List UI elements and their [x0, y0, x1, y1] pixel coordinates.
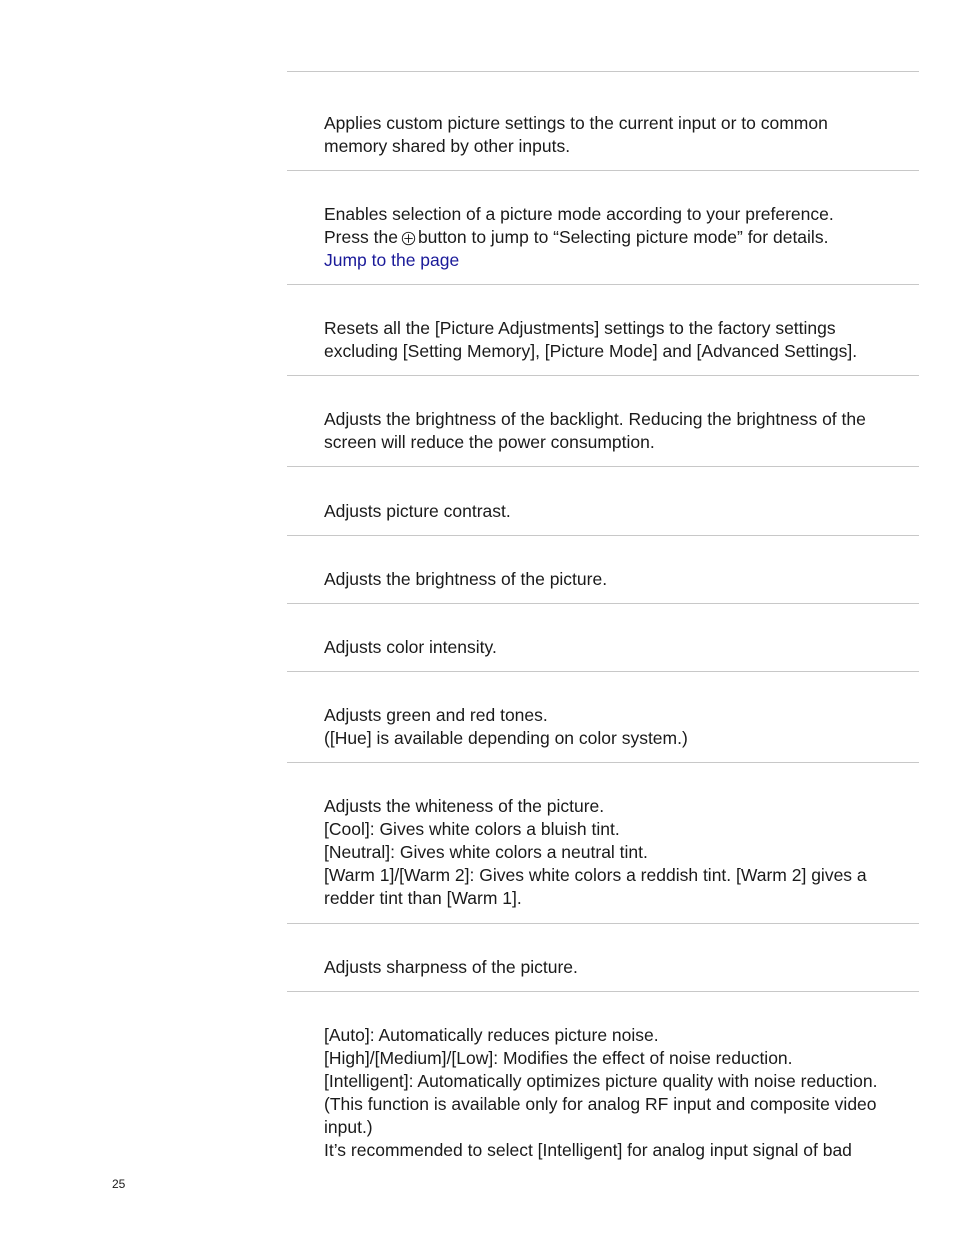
text-line: Adjusts the brightness of the backlight. Reducing the brightness of the: [324, 409, 866, 429]
text-line: excluding [Setting Memory], [Picture Mode] and [Advanced Settings].: [324, 341, 858, 361]
text-line: [High]/[Medium]/[Low]: Modifies the effect of noise reduction.: [324, 1048, 793, 1068]
text-line: [Neutral]: Gives white colors a neutral tint.: [324, 842, 648, 862]
text-line: It’s recommended to select [Intelligent] for analog input signal of bad: [324, 1140, 852, 1160]
text-line: Adjusts green and red tones.: [324, 705, 548, 725]
brightness-description: [324, 568, 924, 591]
divider: [287, 991, 919, 992]
divider: [287, 603, 919, 604]
text-line: ([Hue] is available depending on color system.): [324, 728, 688, 748]
divider: [287, 671, 919, 672]
hue-description: [324, 704, 924, 750]
text-line: Adjusts picture contrast.: [324, 501, 511, 521]
text-line: Adjusts the whiteness of the picture.: [324, 796, 605, 816]
divider: [287, 762, 919, 763]
color-description: [324, 636, 924, 659]
text-line: memory shared by other inputs.: [324, 136, 571, 156]
divider: [287, 535, 919, 536]
backlight-description: [324, 408, 924, 454]
text-line: Resets all the [Picture Adjustments] settings to the factory settings: [324, 318, 836, 338]
text-line: Adjusts sharpness of the picture.: [324, 957, 578, 977]
divider: [287, 466, 919, 467]
text-line: redder tint than [Warm 1].: [324, 888, 522, 908]
text-line: Adjusts the brightness of the picture.: [324, 569, 608, 589]
text-line: screen will reduce the power consumption.: [324, 432, 655, 452]
page-number: 25: [112, 1177, 126, 1191]
setting-memory-description: [324, 112, 924, 158]
picture-mode-description: [324, 203, 924, 272]
text-line: (This function is available only for analog RF input and composite video: [324, 1094, 877, 1114]
sharpness-description: [324, 956, 924, 979]
color-temperature-description: [324, 795, 924, 910]
divider: [287, 284, 919, 285]
text-line: [Auto]: Automatically reduces picture noise.: [324, 1025, 659, 1045]
text-line: input.): [324, 1117, 373, 1137]
press-after-text: button to jump to “Selecting picture mode” for details.: [417, 227, 829, 247]
divider: [287, 71, 919, 72]
divider: [287, 923, 919, 924]
circle-plus-icon: [401, 231, 416, 246]
text-line: [Cool]: Gives white colors a bluish tint.: [324, 819, 620, 839]
reset-description: [324, 317, 924, 363]
text-line: [Warm 1]/[Warm 2]: Gives white colors a reddish tint. [Warm 2] gives a: [324, 865, 867, 885]
contrast-description: [324, 500, 924, 523]
text-line: Adjusts color intensity.: [324, 637, 497, 657]
jump-to-page-link[interactable]: Jump to the page: [324, 250, 460, 270]
divider: [287, 375, 919, 376]
text-line: Enables selection of a picture mode according to your preference.: [324, 204, 834, 224]
text-line: Applies custom picture settings to the current input or to common: [324, 113, 828, 133]
text-line: [Intelligent]: Automatically optimizes picture quality with noise reduction.: [324, 1071, 878, 1091]
divider: [287, 170, 919, 171]
press-button-line: [324, 226, 924, 249]
press-before-text: Press the: [324, 227, 398, 247]
noise-reduction-description: [324, 1024, 924, 1162]
